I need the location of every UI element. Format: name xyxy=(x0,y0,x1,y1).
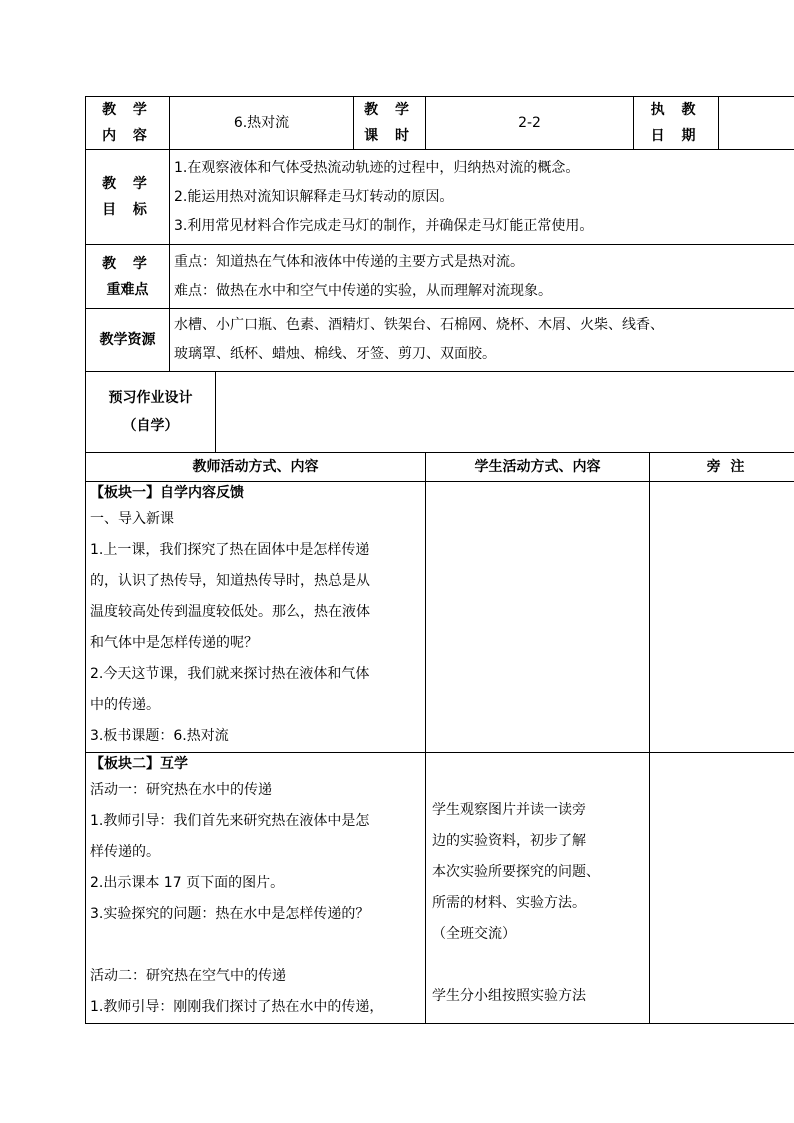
preview-row xyxy=(86,372,794,453)
content-label: 教 学 内 容 xyxy=(86,97,170,150)
block1-student xyxy=(426,482,650,753)
block2-title: 【板块二】互学 xyxy=(90,756,188,772)
header-row xyxy=(86,97,794,150)
resources-line: 玻璃罩、纸杯、蜡烛、棉线、牙签、剪刀、双面胶。 xyxy=(174,346,496,362)
block2-student-line: 学生分小组按照实验方法 xyxy=(432,988,587,1004)
block2-line: 样传递的。 xyxy=(90,844,160,860)
resources-row xyxy=(86,309,794,372)
key-points-content xyxy=(170,245,794,309)
block1-line: 中的传递。 xyxy=(90,697,160,713)
block1-line: 1.上一课，我们探究了热在固体中是怎样传递 xyxy=(90,542,370,558)
objectives-label: 教 学 目 标 xyxy=(86,150,170,245)
block2-teacher xyxy=(86,753,426,1024)
block1-line: 3.板书课题：6.热对流 xyxy=(90,728,229,744)
block2-row xyxy=(86,753,794,1024)
hours-label: 教 学 课 时 xyxy=(354,97,426,150)
spacer xyxy=(90,930,423,961)
teacher-column-header: 教师活动方式、内容 xyxy=(86,453,426,482)
block1-line: 温度较高处传到温度较低处。那么，热在液体 xyxy=(90,604,370,620)
block2-student-line: 本次实验所要探究的问题、 xyxy=(432,864,601,880)
preview-label: 预习作业设计 （自学） xyxy=(86,372,216,453)
hours-value: 2-2 xyxy=(426,97,634,150)
block1-line: 的，认识了热传导，知道热传导时，热总是从 xyxy=(90,573,370,589)
block1-line: 一、导入新课 xyxy=(90,511,174,527)
key-points-label: 教 学 重难点 xyxy=(86,245,170,309)
block1-line: 和气体中是怎样传递的呢？ xyxy=(90,635,258,651)
resources-label: 教学资源 xyxy=(86,309,170,372)
block1-row xyxy=(86,482,794,753)
block2-student xyxy=(426,753,650,1024)
spacer xyxy=(432,950,647,981)
column-header-row xyxy=(86,453,794,482)
notes-column-header: 旁 注 xyxy=(650,453,794,482)
block2-student-line: 所需的材料、实验方法。 xyxy=(432,895,587,911)
block2-student-line: 学生观察图片并读一读旁 xyxy=(432,802,587,818)
block2-line: 3.实验探究的问题：热在水中是怎样传递的？ xyxy=(90,906,370,922)
key-point-item: 重点：知道热在气体和液体中传递的主要方式是热对流。 xyxy=(174,253,524,270)
key-points-row xyxy=(86,245,794,309)
block2-line: 1.教师引导：刚刚我们探讨了热在水中的传递， xyxy=(90,999,384,1015)
objectives-content xyxy=(170,150,794,245)
objectives-row xyxy=(86,150,794,245)
block2-line: 活动一：研究热在水中的传递 xyxy=(90,782,272,798)
block1-teacher xyxy=(86,482,426,753)
objective-item: 3.利用常见材料合作完成走马灯的制作，并确保走马灯能正常使用。 xyxy=(174,217,594,234)
date-value xyxy=(719,97,794,150)
key-point-item: 难点：做热在水中和空气中传递的实验，从而理解对流现象。 xyxy=(174,282,552,299)
date-label: 执 教 日 期 xyxy=(634,97,719,150)
preview-value xyxy=(216,372,794,453)
block2-line: 活动二：研究热在空气中的传递 xyxy=(90,968,286,984)
block1-line: 2.今天这节课，我们就来探讨热在液体和气体 xyxy=(90,666,370,682)
objective-item: 1.在观察液体和气体受热流动轨迹的过程中，归纳热对流的概念。 xyxy=(174,159,580,176)
block2-student-line: （全班交流） xyxy=(432,926,517,942)
lesson-plan-table xyxy=(85,96,794,1024)
block2-notes xyxy=(650,753,794,1024)
block1-notes xyxy=(650,482,794,753)
block2-student-line: 边的实验资料，初步了解 xyxy=(432,833,587,849)
student-column-header: 学生活动方式、内容 xyxy=(426,453,650,482)
lesson-plan-page xyxy=(85,96,745,1024)
objective-item: 2.能运用热对流知识解释走马灯转动的原因。 xyxy=(174,188,454,205)
block1-title: 【板块一】自学内容反馈 xyxy=(90,485,244,501)
block2-line: 1.教师引导：我们首先来研究热在液体中是怎 xyxy=(90,813,370,829)
lesson-title: 6.热对流 xyxy=(170,97,354,150)
resources-line: 水槽、小广口瓶、色素、酒精灯、铁架台、石棉网、烧杯、木屑、火柴、线香、 xyxy=(174,317,664,333)
spacer xyxy=(432,757,647,795)
resources-content xyxy=(170,309,794,372)
block2-line: 2.出示课本 17 页下面的图片。 xyxy=(90,875,285,891)
